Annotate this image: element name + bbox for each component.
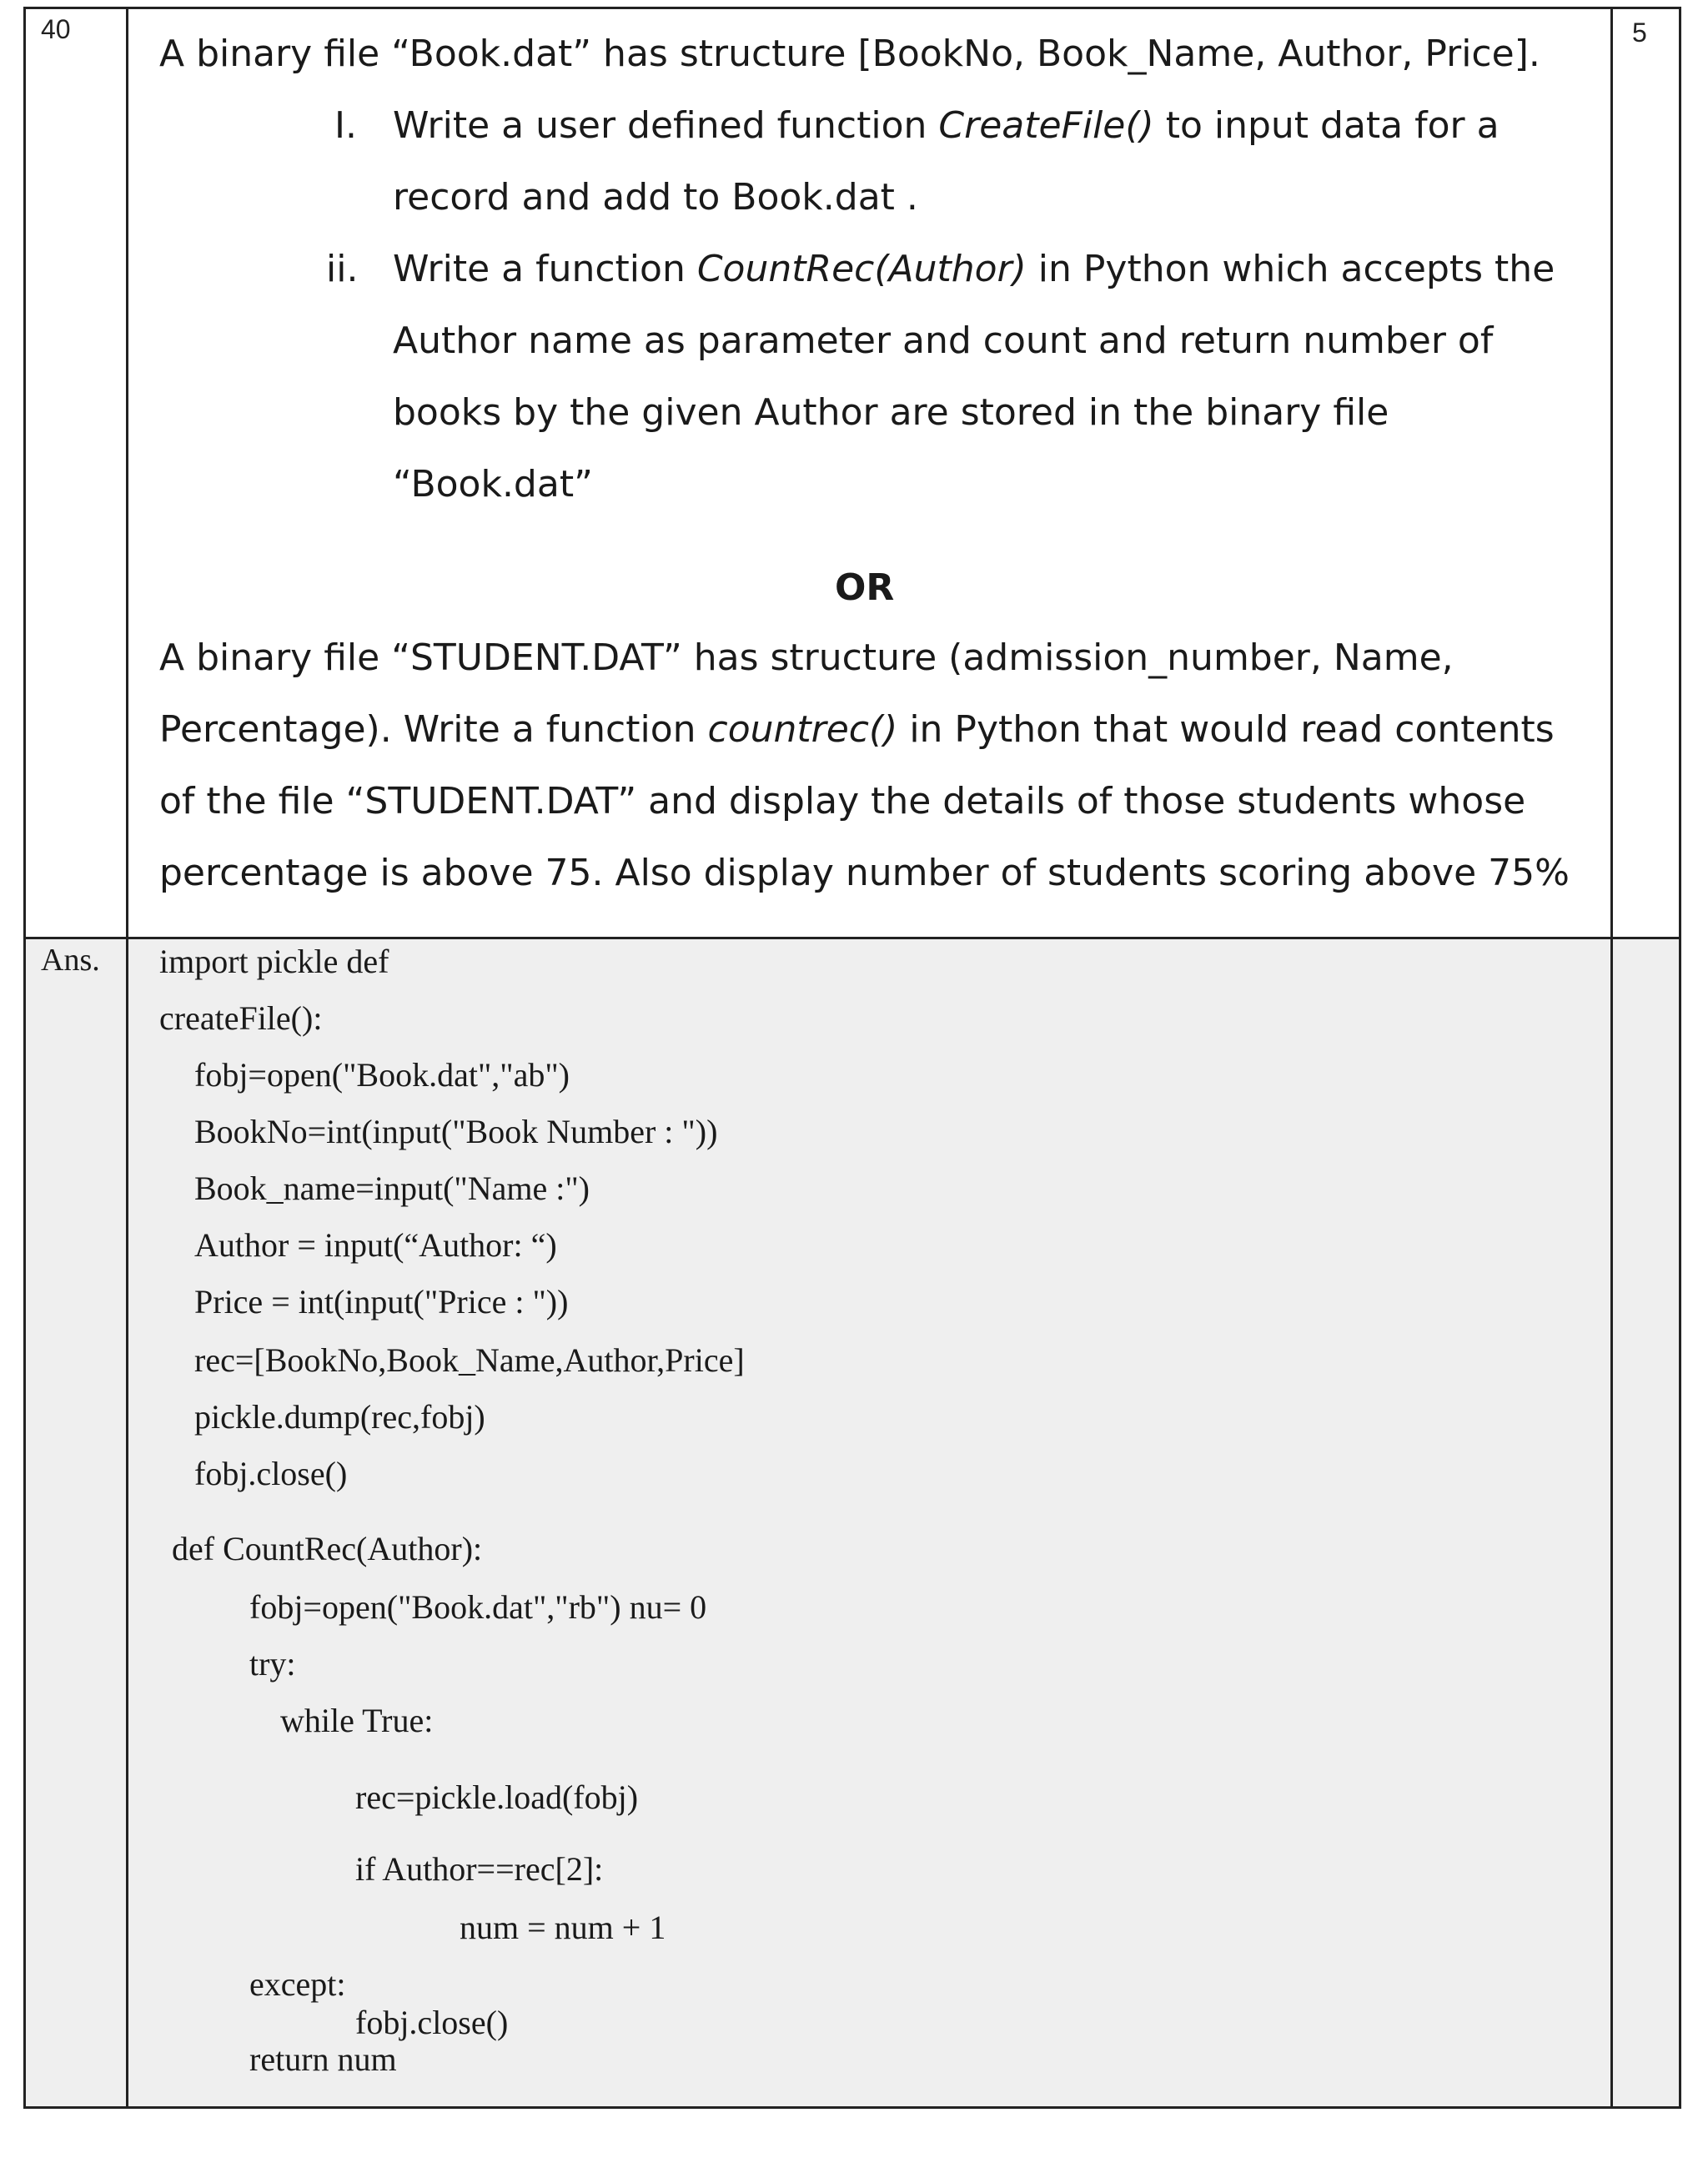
code-line: fobj=open("Book.dat","rb") nu= 0 [249, 1588, 707, 1626]
column-divider-left [126, 9, 128, 2106]
alt-question-line1: A binary file “STUDENT.DAT” has structure (admission_number, Name, [159, 636, 1454, 679]
question-table [23, 7, 1681, 2109]
code-line: createFile(): [159, 999, 323, 1037]
part2-line4: “Book.dat” [393, 463, 593, 506]
part1-line2: record and add to Book.dat . [393, 176, 918, 219]
function-name: countrec() [707, 708, 898, 751]
function-name: CountRec(Author) [696, 248, 1027, 290]
part1-line1: Write a user defined function CreateFile() to input data for a [393, 104, 1500, 147]
column-divider-right [1610, 9, 1613, 2106]
alt-question-line4: percentage is above 75. Also display number of students scoring above 75% [159, 852, 1570, 894]
code-line: Author = input(“Author: “) [194, 1226, 557, 1264]
part2-line1: Write a function CountRec(Author) in Python which accepts the [393, 248, 1555, 290]
question-number: 40 [41, 14, 71, 44]
code-line: import pickle def [159, 943, 389, 980]
code-line: def CountRec(Author): [172, 1530, 483, 1567]
part2-line3: books by the given Author are stored in the binary file [393, 391, 1389, 434]
answer-label: Ans. [41, 943, 100, 978]
code-line: num = num + 1 [460, 1909, 666, 1946]
code-line: return num [249, 2040, 397, 2078]
code-line: rec=pickle.load(fobj) [355, 1778, 639, 1816]
code-line: if Author==rec[2]: [355, 1850, 604, 1888]
part2-label: ii. [326, 248, 359, 290]
code-line: pickle.dump(rec,fobj) [194, 1398, 485, 1436]
question-intro: A binary file “Book.dat” has structure [BookNo, Book_Name, Author, Price]. [159, 33, 1540, 75]
code-line: Book_name=input("Name :") [194, 1170, 590, 1207]
code-line: try: [249, 1645, 296, 1683]
marks: 5 [1632, 18, 1647, 48]
or-separator: OR [835, 566, 895, 609]
part2-line2: Author name as parameter and count and return number of [393, 319, 1494, 362]
code-line: fobj.close() [194, 1455, 348, 1492]
code-line: while True: [280, 1702, 434, 1739]
code-line: except: [249, 1965, 346, 2003]
code-line: fobj.close() [355, 2004, 509, 2041]
code-line: fobj=open("Book.dat","ab") [194, 1056, 570, 1094]
code-line: BookNo=int(input("Book Number : ")) [194, 1113, 718, 1150]
function-name: CreateFile() [938, 104, 1154, 147]
code-line: rec=[BookNo,Book_Name,Author,Price] [194, 1341, 745, 1379]
alt-question-line3: of the file “STUDENT.DAT” and display the details of those students whose [159, 780, 1526, 822]
alt-question-line2: Percentage). Write a function countrec() in Python that would read contents [159, 708, 1555, 751]
part1-label: I. [334, 104, 357, 147]
code-line: Price = int(input("Price : ")) [194, 1283, 569, 1320]
row-divider [26, 937, 1679, 939]
